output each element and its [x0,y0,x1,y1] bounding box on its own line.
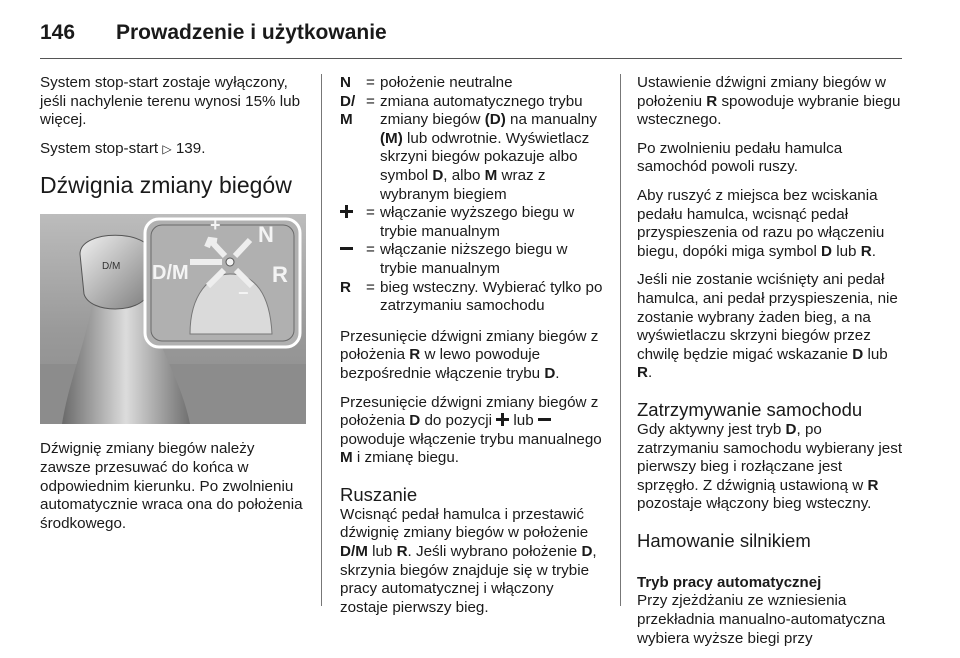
paragraph: Wcisnąć pedał hamulca i przestawić dźwignię zmiany biegów w położenie D/M lub R. Jeśli wybrano położenie D, skrzynia biegów znajduje się w trybie pracy automatycznej i włączony zostaje pierwszy bieg. [340,505,597,616]
minus-label: − [238,283,249,304]
page-number: 146 [40,21,76,44]
column-1 [40,74,306,543]
page-reference: 139. [175,139,206,157]
neutral-label: N [258,222,274,248]
svg-text:D/M: D/M [102,261,121,273]
minus-icon [340,247,353,250]
paragraph: Przesunięcie dźwigni zmiany biegów z położenia D do pozycji lub powoduje włączenie trybu manualnego M i zmianę biegu. [340,393,602,467]
paragraph-cross-reference: System stop-start ▷ 139. [40,139,206,157]
definition-item: N = położenie neutralne [340,74,513,91]
definition-list [340,74,605,316]
sub-heading: Tryb pracy automatycznej [637,573,822,591]
plus-icon [340,205,353,218]
figure-caption: Dźwignię zmiany biegów należy zawsze przesuwać do końca w odpowiednim kierunku. Po zwolnieniu automatycznie wraca ona do położenia środkowego. [40,440,303,532]
dm-symbol: D/ M [340,92,356,129]
header-divider [40,58,902,59]
paragraph: Ustawienie dźwigni zmiany biegów w położeniu R spowoduje wybranie biegu wstecznego. [637,74,901,129]
definition-item: = włączanie niższego biegu w trybie manualnym [340,241,605,278]
page-title: Prowadzenie i użytkowanie [116,21,387,44]
paragraph: Przesunięcie dźwigni zmiany biegów z położenia R w lewo powoduje bezpośrednie włączenie trybu D. [340,327,599,382]
paragraph: Jeśli nie zostanie wciśnięty ani pedał hamulca, ani pedał przyspieszenia, nie zostanie wybrany żaden bieg, a na wyświetlaczu skrzyni biegów przez chwilę będzie migać wskazanie D lub R. [637,271,898,382]
paragraph: Przy zjeżdżaniu ze wzniesienia przekładnia manualno-automatyczna wybiera wyższe biegi przy [637,592,886,647]
reverse-label: R [272,262,288,288]
column-divider [620,74,621,606]
definition-item: D/ M = zmiana automatycznego trybu zmiany biegów (D) na manualny (M) lub odwrotnie. Wyświetlacz skrzyni biegów pokazuje albo symbol D, albo M wraz z wybranym biegiem [340,92,597,203]
section-heading: Hamowanie silnikiem [637,529,811,551]
paragraph: Po zwolnieniu pedału hamulca samochód powoli ruszy. [637,139,843,176]
page-reference-arrow-icon: ▷ [162,141,172,156]
plus-label: + [210,215,221,236]
column-3 [637,74,905,658]
column-2 [340,74,605,627]
dm-label: D/M [152,262,189,285]
minus-icon [538,418,551,421]
definition-item: R = bieg wsteczny. Wybierać tylko po zatrzymaniu samochodu [340,278,603,315]
column-divider [321,74,322,606]
paragraph: Aby ruszyć z miejsca bez wciskania pedału hamulca, wcisnąć pedał przyspieszenia od razu po włączeniu biegu, dopóki miga symbol D lub R. [637,186,885,260]
section-heading: Zatrzymywanie samochodu [637,398,863,420]
plus-icon [496,413,509,426]
gear-lever-illustration [40,214,306,424]
definition-item: = włączanie wyższego biegu w trybie manualnym [340,204,605,241]
page-header [40,14,387,52]
section-heading: Ruszanie [340,483,418,505]
paragraph: Gdy aktywny jest tryb D, po zatrzymaniu samochodu wybierany jest pierwszy bieg i rozłączane jest sprzęgło. Z dźwignią ustawioną w R pozostaje włączony bieg wsteczny. [637,420,903,513]
section-heading: Dźwignia zmiany biegów [40,172,292,199]
paragraph: System stop-start zostaje wyłączony, jeśli nachylenie terenu wynosi 15% lub więcej. [40,74,301,129]
